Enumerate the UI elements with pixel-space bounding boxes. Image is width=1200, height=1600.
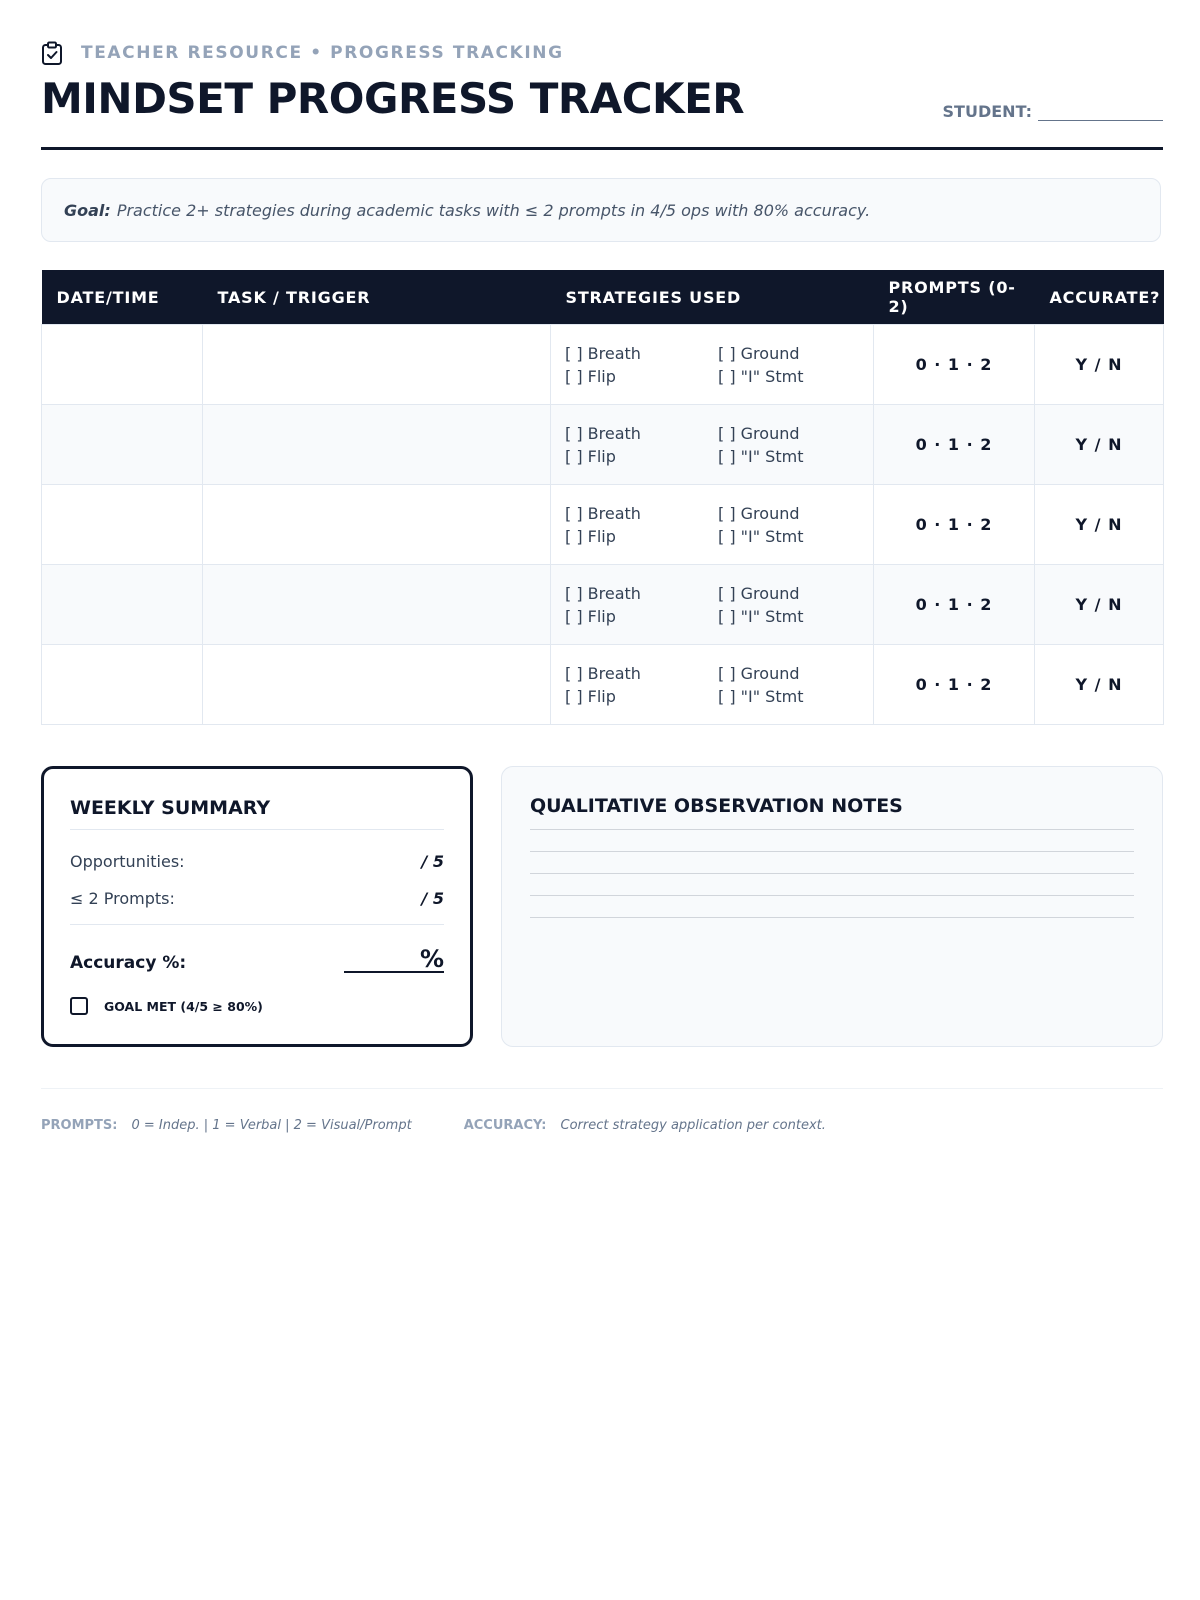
footer-accuracy-label: ACCURACY:: [463, 1118, 547, 1133]
opportunities-row: [70, 852, 444, 871]
header-task-trigger: TASK / TRIGGER: [203, 270, 551, 325]
header-date-time: DATE/TIME: [42, 270, 203, 325]
task-trigger-cell[interactable]: [203, 565, 551, 645]
task-trigger-cell[interactable]: [203, 485, 551, 565]
accurate-cell[interactable]: Y / N: [1035, 485, 1164, 565]
strategy-flip[interactable]: [ ] Flip: [565, 446, 616, 466]
eyebrow: [41, 40, 564, 66]
strategies-cell[interactable]: [551, 325, 874, 405]
tracker-table: [41, 270, 1164, 725]
strategy-i-statement[interactable]: [ ] "I" Stmt: [718, 686, 804, 706]
goal-met-checkbox-row[interactable]: [70, 997, 444, 1015]
student-label: STUDENT:: [942, 102, 1032, 121]
date-time-cell[interactable]: [42, 565, 203, 645]
strategy-ground[interactable]: [ ] Ground: [718, 343, 800, 363]
strategy-i-statement[interactable]: [ ] "I" Stmt: [718, 446, 804, 466]
accuracy-row: [70, 947, 444, 973]
page-title: MINDSET PROGRESS TRACKER: [41, 74, 745, 123]
strategy-breath[interactable]: [ ] Breath: [565, 663, 641, 683]
accurate-cell[interactable]: Y / N: [1035, 645, 1164, 725]
header-prompts: PROMPTS (0-2): [874, 270, 1035, 325]
prompts-label: ≤ 2 Prompts:: [70, 889, 175, 908]
task-trigger-cell[interactable]: [203, 325, 551, 405]
table-row: [42, 565, 1164, 645]
strategies-cell[interactable]: [551, 645, 874, 725]
accurate-cell[interactable]: Y / N: [1035, 325, 1164, 405]
strategy-flip[interactable]: [ ] Flip: [565, 526, 616, 546]
strategies-cell[interactable]: [551, 565, 874, 645]
strategies-cell[interactable]: [551, 405, 874, 485]
task-trigger-cell[interactable]: [203, 645, 551, 725]
accurate-cell[interactable]: Y / N: [1035, 405, 1164, 485]
strategy-breath[interactable]: [ ] Breath: [565, 423, 641, 443]
prompts-cell[interactable]: 0 · 1 · 2: [874, 485, 1035, 565]
strategy-ground[interactable]: [ ] Ground: [718, 423, 800, 443]
date-time-cell[interactable]: [42, 645, 203, 725]
prompts-row: [70, 889, 444, 925]
notes-line[interactable]: [530, 830, 1134, 852]
student-field[interactable]: [943, 102, 1163, 121]
strategy-flip[interactable]: [ ] Flip: [565, 686, 616, 706]
date-time-cell[interactable]: [42, 405, 203, 485]
table-row: [42, 405, 1164, 485]
footer-accuracy-text: Correct strategy application per context.: [560, 1118, 826, 1133]
footer-divider: [41, 1088, 1163, 1089]
strategy-breath[interactable]: [ ] Breath: [565, 503, 641, 523]
header-accurate: ACCURATE?: [1035, 270, 1164, 325]
header-strategies-used: STRATEGIES USED: [551, 270, 874, 325]
table-row: [42, 325, 1164, 405]
task-trigger-cell[interactable]: [203, 405, 551, 485]
opportunities-label: Opportunities:: [70, 852, 185, 871]
prompts-cell[interactable]: 0 · 1 · 2: [874, 645, 1035, 725]
strategy-i-statement[interactable]: [ ] "I" Stmt: [718, 366, 804, 386]
notes-line[interactable]: [530, 896, 1134, 918]
prompts-cell[interactable]: 0 · 1 · 2: [874, 325, 1035, 405]
strategy-flip[interactable]: [ ] Flip: [565, 366, 616, 386]
accuracy-blank[interactable]: %: [344, 947, 444, 973]
opportunities-value[interactable]: / 5: [421, 852, 444, 871]
accurate-cell[interactable]: Y / N: [1035, 565, 1164, 645]
observation-notes-card: [501, 766, 1163, 1047]
footer-legend: [41, 1118, 826, 1133]
eyebrow-text: TEACHER RESOURCE • PROGRESS TRACKING: [81, 43, 564, 63]
notes-line[interactable]: [530, 874, 1134, 896]
goal-met-checkbox[interactable]: [70, 997, 88, 1015]
strategy-ground[interactable]: [ ] Ground: [718, 663, 800, 683]
observation-notes-title: QUALITATIVE OBSERVATION NOTES: [530, 795, 1134, 830]
header-divider: [41, 147, 1163, 150]
prompts-cell[interactable]: 0 · 1 · 2: [874, 405, 1035, 485]
footer-prompts-label: PROMPTS:: [41, 1118, 118, 1133]
footer-prompts-text: 0 = Indep. | 1 = Verbal | 2 = Visual/Prompt: [131, 1118, 412, 1133]
table-header-row: [42, 270, 1164, 325]
strategies-cell[interactable]: [551, 485, 874, 565]
table-row: [42, 645, 1164, 725]
strategy-i-statement[interactable]: [ ] "I" Stmt: [718, 606, 804, 626]
accuracy-label: Accuracy %:: [70, 953, 187, 973]
weekly-summary-card: [41, 766, 473, 1047]
prompts-cell[interactable]: 0 · 1 · 2: [874, 565, 1035, 645]
weekly-summary-title: WEEKLY SUMMARY: [70, 797, 444, 830]
student-blank[interactable]: [1038, 104, 1163, 121]
goal-label: Goal:: [64, 200, 111, 220]
goal-text: Practice 2+ strategies during academic tasks with ≤ 2 prompts in 4/5 ops with 80% accuracy.: [116, 200, 871, 220]
strategy-breath[interactable]: [ ] Breath: [565, 583, 641, 603]
goal-box: [41, 178, 1161, 242]
strategy-ground[interactable]: [ ] Ground: [718, 583, 800, 603]
strategy-flip[interactable]: [ ] Flip: [565, 606, 616, 626]
notes-line[interactable]: [530, 852, 1134, 874]
date-time-cell[interactable]: [42, 325, 203, 405]
table-row: [42, 485, 1164, 565]
clipboard-check-icon: [41, 41, 63, 65]
strategy-ground[interactable]: [ ] Ground: [718, 503, 800, 523]
strategy-breath[interactable]: [ ] Breath: [565, 343, 641, 363]
strategy-i-statement[interactable]: [ ] "I" Stmt: [718, 526, 804, 546]
goal-met-label: GOAL MET (4/5 ≥ 80%): [104, 998, 263, 1014]
prompts-value[interactable]: / 5: [421, 889, 444, 908]
date-time-cell[interactable]: [42, 485, 203, 565]
